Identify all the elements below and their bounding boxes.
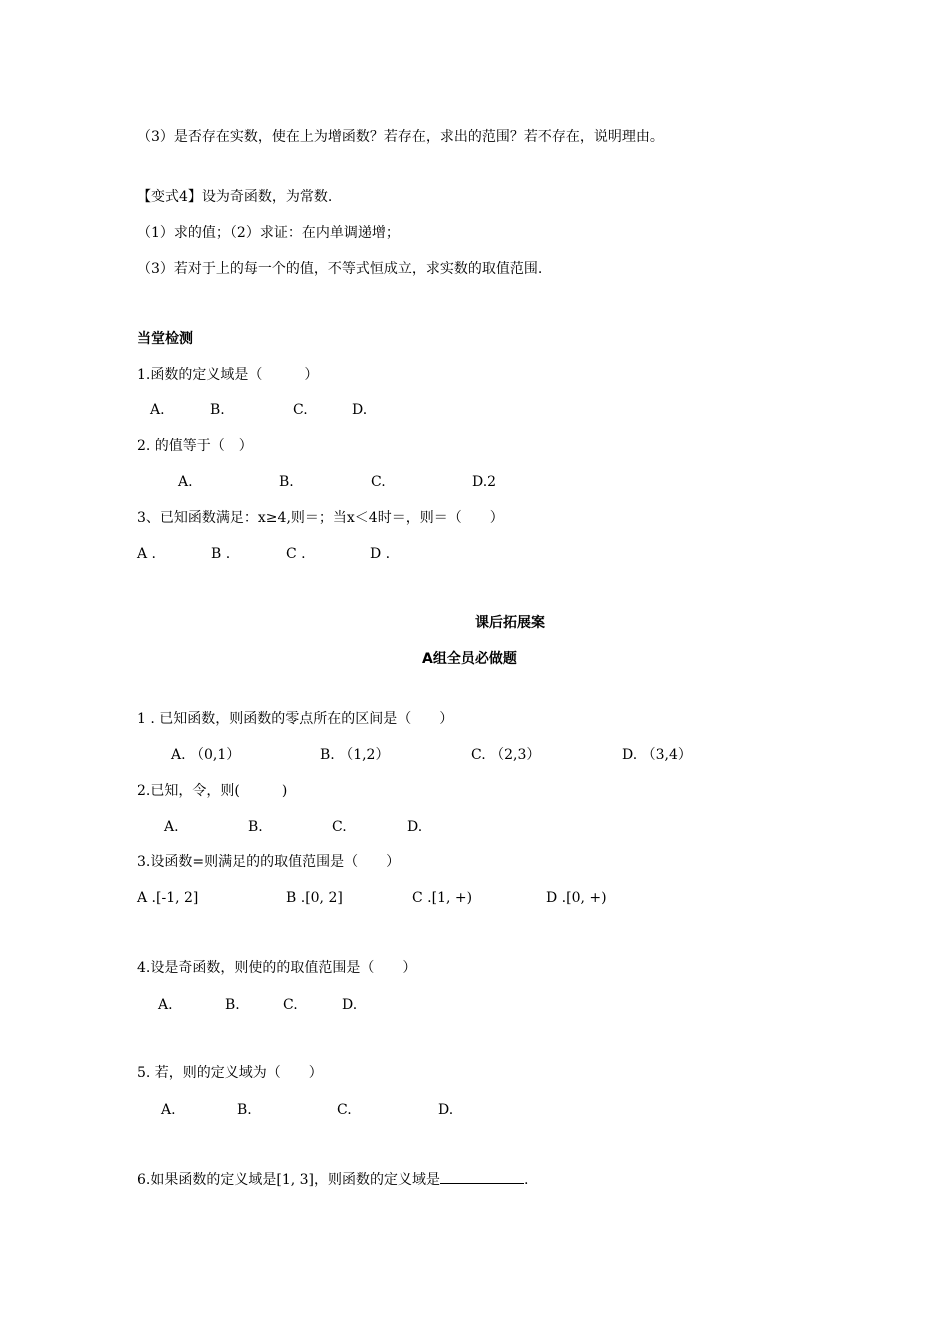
question-3: 3、已知函数满足：x≥4,则＝；当x＜4时＝，则＝（ ） — [137, 510, 504, 526]
question-3-option-c: C . — [286, 546, 306, 562]
exercise-1-option-a: A. （0,1） — [171, 747, 241, 763]
exercise-4-option-d: D. — [342, 997, 358, 1013]
exercise-3-option-a: A .[-1, 2] — [137, 890, 199, 906]
problem-3-text: （3）是否存在实数，使在上为增函数？若存在，求出的范围？若不存在，说明理由。 — [137, 129, 664, 145]
question-3-option-b: B . — [211, 546, 231, 562]
exercise-5-option-c: C. — [337, 1102, 352, 1118]
question-1: 1.函数的定义域是（ ） — [137, 367, 319, 383]
section-heading-class-test: 当堂检测 — [137, 331, 193, 347]
answer-blank — [440, 1169, 524, 1184]
exercise-6-text: 6.如果函数的定义域是[1, 3]，则函数的定义域是 — [137, 1172, 440, 1188]
question-2-option-d: D.2 — [472, 474, 497, 490]
question-1-option-c: C. — [293, 402, 308, 418]
exercise-6 — [137, 1169, 528, 1190]
exercise-1-option-c: C. （2,3） — [471, 747, 541, 763]
section-heading-after-class: 课后拓展案 — [475, 615, 545, 631]
exercise-2: 2.已知，令，则( ) — [137, 783, 288, 799]
exercise-4-option-a: A. — [158, 997, 173, 1013]
exercise-2-option-a: A. — [164, 819, 179, 835]
question-2-option-c: C. — [371, 474, 386, 490]
exercise-3-option-d: D .[0, +) — [546, 890, 607, 906]
question-3-option-d: D . — [370, 546, 391, 562]
exercise-3-option-c: C .[1, +) — [412, 890, 473, 906]
exercise-5: 5. 若，则的定义域为（ ） — [137, 1065, 323, 1081]
exercise-4-option-b: B. — [225, 997, 240, 1013]
exercise-2-option-b: B. — [248, 819, 263, 835]
exercise-4-option-c: C. — [283, 997, 298, 1013]
exercise-5-option-a: A. — [161, 1102, 176, 1118]
question-2-option-a: A. — [178, 474, 193, 490]
question-1-option-a: A. — [150, 402, 165, 418]
exercise-6-period: . — [524, 1172, 529, 1188]
question-2-option-b: B. — [279, 474, 294, 490]
exercise-1: 1 . 已知函数，则函数的零点所在的区间是（ ） — [137, 711, 454, 727]
exercise-4: 4.设是奇函数，则使的的取值范围是（ ） — [137, 960, 417, 976]
subheading-group-a: A组全员必做题 — [422, 651, 517, 667]
exercise-5-option-b: B. — [237, 1102, 252, 1118]
variant-4-parts-1-2: （1）求的值；（2）求证：在内单调递增； — [137, 225, 400, 241]
exercise-2-option-d: D. — [407, 819, 423, 835]
exercise-3-option-b: B .[0, 2] — [286, 890, 343, 906]
question-3-option-a: A . — [137, 546, 157, 562]
exercise-1-option-d: D. （3,4） — [622, 747, 692, 763]
question-1-option-b: B. — [210, 402, 225, 418]
exercise-3: 3.设函数=则满足的的取值范围是（ ） — [137, 854, 401, 870]
variant-4-part-3: （3）若对于上的每一个的值，不等式恒成立，求实数的取值范围. — [137, 261, 543, 277]
variant-4-title: 【变式4】设为奇函数，为常数. — [137, 189, 333, 205]
exercise-1-option-b: B. （1,2） — [320, 747, 390, 763]
question-2: 2. 的值等于（ ） — [137, 438, 253, 454]
question-1-option-d: D. — [352, 402, 368, 418]
exercise-5-option-d: D. — [438, 1102, 454, 1118]
exercise-2-option-c: C. — [332, 819, 347, 835]
